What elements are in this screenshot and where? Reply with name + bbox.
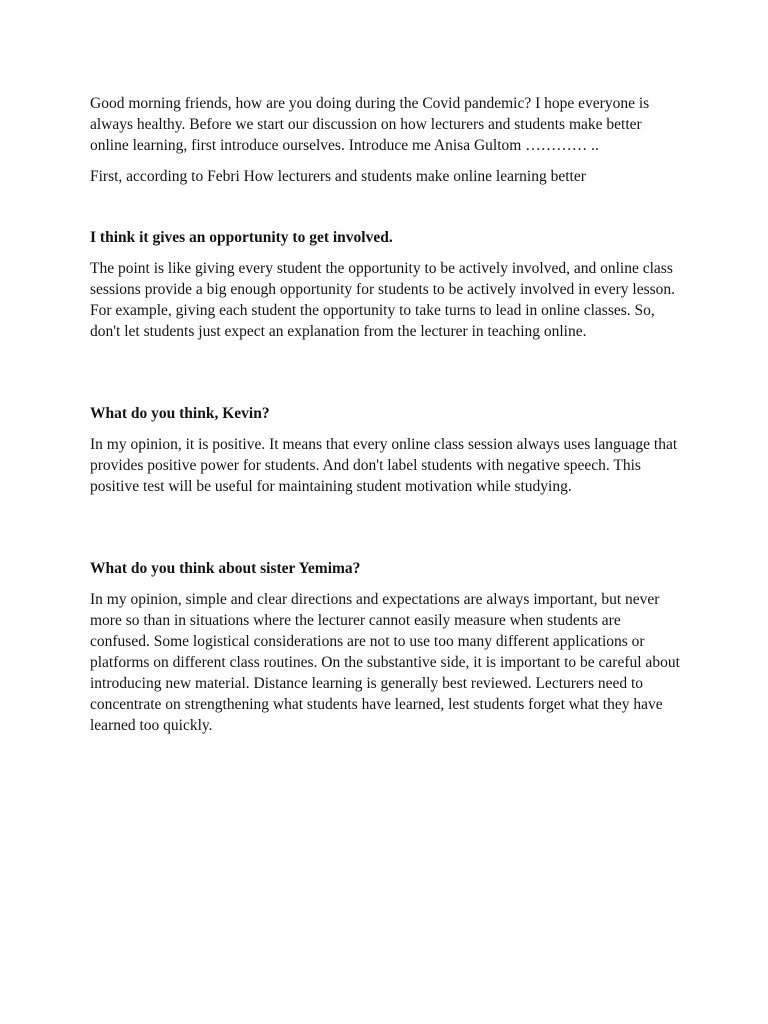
intro-paragraph: Good morning friends, how are you doing during the Covid pandemic? I hope everyone is always healthy. Before we start our discussion on how lecturers and students make better online learning, first introduce ourselves. Introduce me Anisa Gultom ………… ..	[90, 95, 650, 154]
section-heading-kevin: What do you think, Kevin?	[90, 405, 270, 422]
section-heading-yemima: What do you think about sister Yemima?	[90, 560, 361, 577]
section-body-involved: The point is like giving every student the opportunity to be actively involved, and online class sessions provide a big enough opportunity for students to be actively involved in every lesson. For example, giving each student the opportunity to take turns to lead in online classes. So, don't let students just expect an explanation from the lecturer in teaching online.	[90, 260, 676, 340]
section-body-yemima: In my opinion, simple and clear directions and expectations are always important, but never more so than in situations where the lecturer cannot easily measure when students are confused. Some logistical considerations are not to use too many different applications or platforms on different class routines. On the substantive side, it is important to be careful about introducing new material. Distance learning is generally best reviewed. Lecturers need to concentrate on strengthening what students have learned, lest students forget what they have learned too quickly.	[90, 591, 680, 734]
section-heading-involved: I think it gives an opportunity to get involved.	[90, 229, 393, 246]
first-paragraph: First, according to Febri How lecturers and students make online learning better	[90, 168, 586, 185]
section-body-kevin: In my opinion, it is positive. It means that every online class session always uses language that provides positive power for students. And don't label students with negative speech. This positive test will be useful for maintaining student motivation while studying.	[90, 436, 678, 495]
